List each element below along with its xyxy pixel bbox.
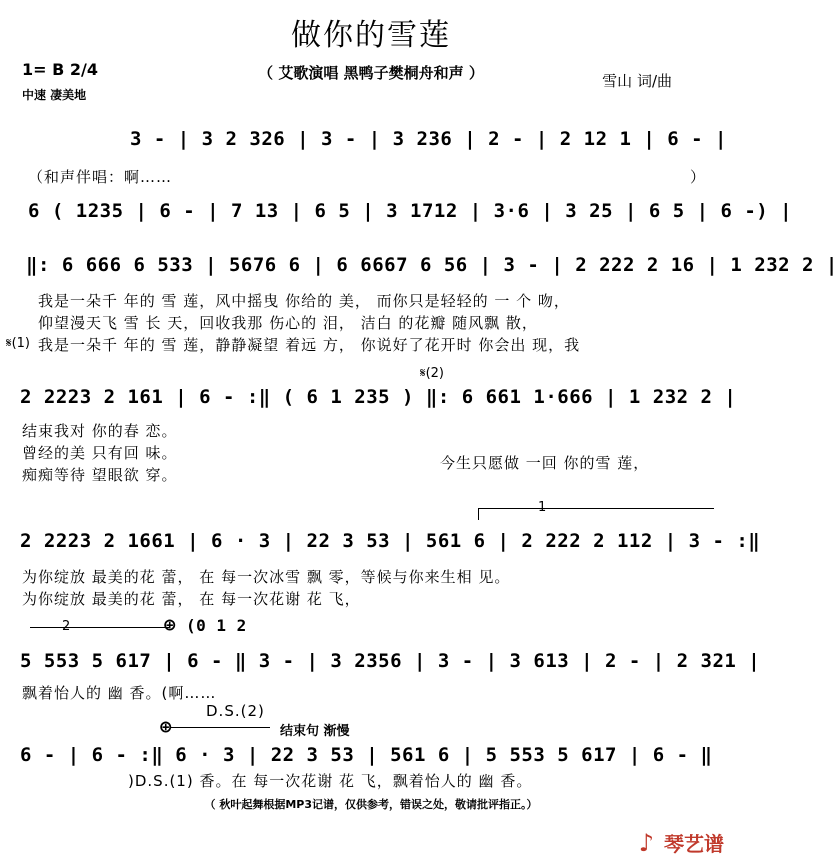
score-row-5-lyric-2: 为你绽放 最美的花 蕾， 在 每一次花谢 花 飞， [22, 590, 361, 608]
score-row-6-notes: 5 553 5 617 | 6 - ‖ 3 - | 3 2356 | 3 - | 3 613 | 2 - | 2 321 | [20, 650, 761, 672]
score-row-2-notes: 6 ( 1235 | 6 - | 7 13 | 6 5 | 3 1712 | 3·6 | 3 25 | 6 5 | 6 -) | [28, 200, 793, 222]
subtitle: （ 艾歌演唱 黑鸭子樊桐舟和声 ） [258, 64, 484, 82]
score-row-4-lyric-right: 今生只愿做 一回 你的雪 莲， [440, 454, 650, 472]
tempo-marking: 中速 凄美地 [22, 88, 87, 102]
score-row-1-lyric-end: ） [690, 168, 707, 186]
ending-bracket [170, 727, 270, 728]
score-row-7-notes: 6 - | 6 - :‖ 6 · 3 | 22 3 53 | 561 6 | 5 553 5 617 | 6 - ‖ [20, 744, 713, 766]
site-logo [639, 828, 724, 857]
score-row-7-lyric: )D.S.(1) 香。在 每一次花谢 花 飞，飘着怡人的 幽 香。 [128, 772, 533, 790]
volta-2-bracket [30, 627, 170, 628]
score-row-3-lyric-2: 仰望漫天飞 雪 长 天，回收我那 伤心的 泪， 洁白 的花瓣 随风飘 散， [38, 314, 538, 332]
page-title: 做你的雪莲 [291, 18, 451, 53]
footer-note: （ 秋叶起舞根据MP3记谱，仅供参考，错误之处，敬请批评指正。） [204, 798, 538, 811]
score-row-5-lyric-1: 为你绽放 最美的花 蕾， 在 每一次冰雪 飘 零，等候与你来生相 见。 [22, 568, 511, 586]
volta-1-label: 1 [538, 500, 547, 515]
score-row-1-lyric: （和声伴唱：啊…… [28, 168, 173, 186]
score-row-1-notes: 3 - | 3 2 326 | 3 - | 3 236 | 2 - | 2 12 1 | 6 - | [130, 128, 727, 150]
volta-2-label: 2 [62, 619, 71, 634]
score-row-3-notes: ‖: 6 666 6 533 | 5676 6 | 6 6667 6 56 | 3 - | 2 222 2 16 | 1 232 2 | [26, 254, 838, 276]
key-signature: 1= B 2/4 [22, 60, 98, 79]
score-row-6-prelude: (0 1 2 [186, 616, 247, 635]
ending-label: 结束句 渐慢 [280, 724, 350, 739]
score-row-4-lyric-2: 曾经的美 只有回 味。 [22, 444, 178, 462]
score-row-5-notes: 2 2223 2 1661 | 6 · 3 | 22 3 53 | 561 6 | 2 222 2 112 | 3 - :‖ [20, 530, 761, 552]
segno-1-sign: 𝄋(1) [6, 336, 31, 351]
segno-2-sign: 𝄋(2) [420, 366, 445, 381]
logo-text: 琴艺谱 [664, 832, 724, 856]
volta-1-edge [478, 508, 479, 520]
score-row-4-notes: 2 2223 2 161 | 6 - :‖ ( 6 1 235 ) ‖: 6 661 1·666 | 1 232 2 | [20, 386, 737, 408]
logo-icon: ♪ [638, 829, 655, 857]
coda-sign-2: ⊕ [160, 716, 172, 738]
score-row-6-lyric: 飘着怡人的 幽 香。(啊…… [22, 684, 217, 702]
author-credit: 雪山 词/曲 [602, 72, 672, 90]
coda-sign: ⊕ [164, 614, 176, 636]
score-row-4-lyric-1: 结束我对 你的春 恋。 [22, 422, 178, 440]
ds-2-marker: D.S.(2) [206, 702, 265, 720]
score-row-3-lyric-3: 我是一朵千 年的 雪 莲，静静凝望 着远 方， 你说好了花开时 你会出 现，我 [38, 336, 581, 354]
score-row-4-lyric-3: 痴痴等待 望眼欲 穿。 [22, 466, 178, 484]
volta-1-bracket [478, 508, 714, 509]
score-row-3-lyric-1: 我是一朵千 年的 雪 莲，风中摇曳 你给的 美， 而你只是轻轻的 一 个 吻， [38, 292, 570, 310]
